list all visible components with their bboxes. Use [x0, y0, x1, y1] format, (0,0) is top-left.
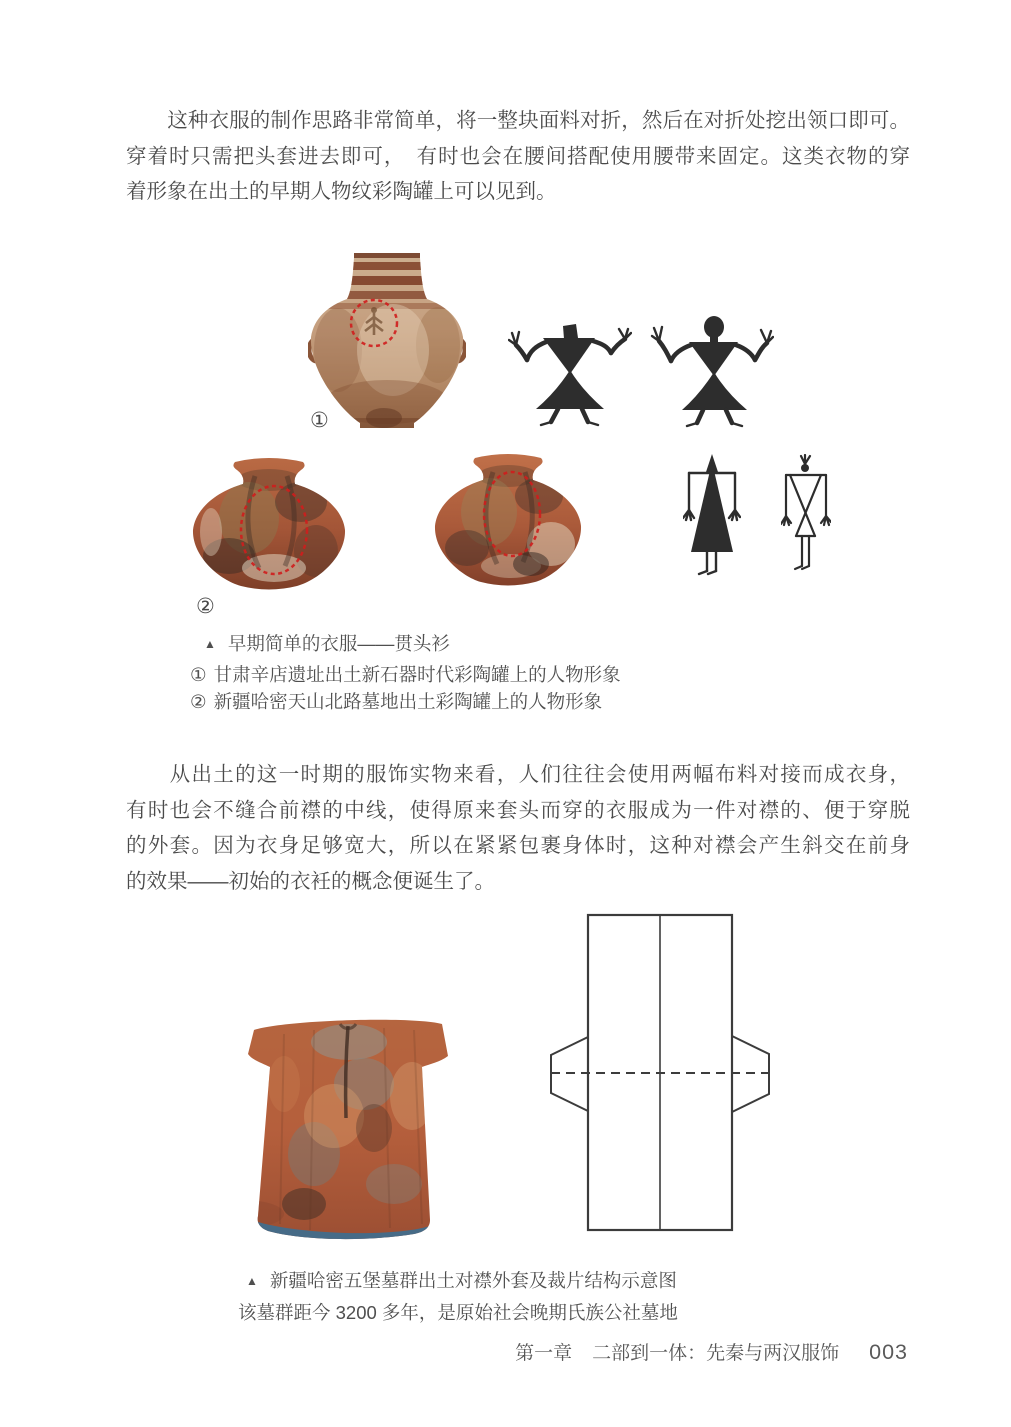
- caption-1-item: [190, 661, 621, 689]
- page-number: 003: [869, 1340, 908, 1364]
- excavated-jacket-photo: [244, 1004, 452, 1247]
- pottery-figure-silhouette-4: [781, 454, 831, 585]
- painted-vase-photo: [308, 250, 466, 439]
- pattern-diagram: [545, 910, 785, 1239]
- caption-item-number: ①: [190, 663, 207, 685]
- caption-1-title: 早期简单的衣服——贯头衫: [227, 633, 450, 654]
- caption-group-2: [238, 1266, 678, 1327]
- chapter-title: 二部到一体：先秦与两汉服饰: [592, 1343, 840, 1364]
- paragraph-1: [126, 103, 910, 210]
- paragraph-1-line: 这种衣服的制作思路非常简单，将一整块面料对折，然后在对折处挖出领口即可。: [126, 109, 910, 132]
- paragraph-2: [126, 757, 910, 899]
- caption-item-text: 甘肃辛店遗址出土新石器时代彩陶罐上的人物形象: [213, 663, 621, 685]
- caption-triangle-marker: ▲: [246, 1274, 258, 1288]
- page-footer: [0, 1340, 908, 1366]
- paragraph-2-line: 的外套。因为衣身足够宽大，所以在紧紧包裹身体时，这种对襟会产生斜交在前身: [126, 834, 910, 857]
- pottery-figure-silhouette-1: [508, 318, 632, 439]
- caption-2-title-row: [238, 1266, 678, 1298]
- figure-1-label: ①: [310, 409, 329, 432]
- paragraph-2-line: 有时也会不缝合前襟的中线，使得原来套头而穿的衣服成为一件对襟的、便于穿脱: [126, 798, 910, 822]
- caption-item-text: 新疆哈密天山北路墓地出土彩陶罐上的人物形象: [213, 691, 603, 712]
- painted-pot-photo-2: [431, 452, 585, 594]
- pottery-figure-silhouette-2: [648, 314, 774, 439]
- caption-1-title-row: [190, 630, 621, 661]
- caption-2-subtitle: 该墓群距今 3200 多年，是原始社会晚期氏族公社墓地: [238, 1302, 678, 1323]
- chapter-label: 第一章: [515, 1343, 573, 1364]
- figure-2-label: ②: [196, 595, 215, 618]
- pottery-figure-silhouette-3: [683, 452, 741, 585]
- paragraph-1-line: 穿着时只需把头套进去即可， 有时也会在腰间搭配使用腰带来固定。这类衣物的穿: [126, 144, 910, 168]
- caption-1-item: [190, 688, 621, 716]
- caption-item-number: ②: [190, 691, 207, 712]
- paragraph-2-line: 从出土的这一时期的服饰实物来看，人们往往会使用两幅布料对接而成衣身，: [126, 763, 910, 786]
- paragraph-1-line: 着形象在出土的早期人物纹彩陶罐上可以见到。: [126, 180, 557, 203]
- paragraph-2-line: 的效果——初始的衣衽的概念便诞生了。: [126, 869, 495, 893]
- painted-pot-photo-1: [189, 456, 349, 597]
- caption-group-1: [190, 630, 621, 716]
- caption-triangle-marker: ▲: [204, 637, 216, 651]
- caption-2-title: 新疆哈密五堡墓群出土对襟外套及裁片结构示意图: [269, 1270, 677, 1291]
